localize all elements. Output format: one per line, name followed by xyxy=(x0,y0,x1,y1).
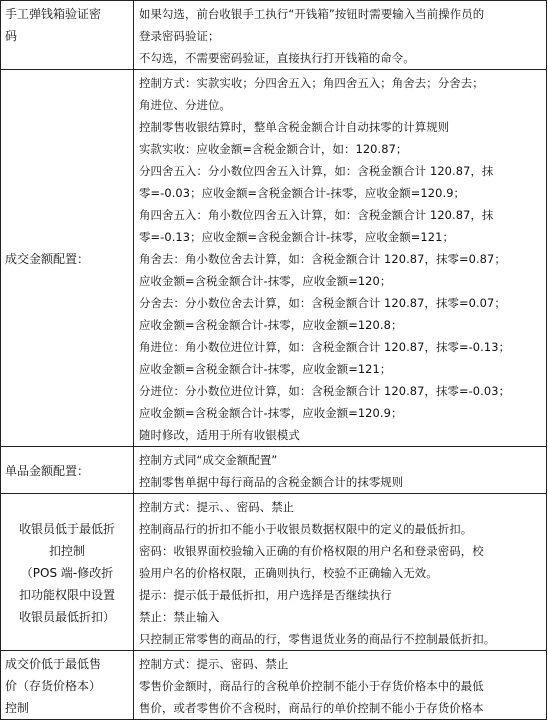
setting-row-cash-drawer-password xyxy=(1,1,547,70)
description-line: 登录密码验证； xyxy=(139,29,220,43)
label-line: 控制 xyxy=(5,701,30,715)
description-line: 分进位：分小数位进位计算，如：含税金额合计 120.87，抹零=-0.03； xyxy=(139,384,511,398)
label-line: （POS 端-修改折 xyxy=(20,566,114,580)
label-line: 码 xyxy=(5,29,18,43)
description-line: 提示：提示低于最低折扣，用户选择是否继续执行 xyxy=(139,588,392,602)
description-line: 分舍去：分小数位舍去计算，如：含税金额合计 120.87，抹零=0.07； xyxy=(139,296,506,310)
setting-label xyxy=(1,494,134,651)
setting-label xyxy=(1,70,134,447)
description-line: 实款实收：应收金额=含税金额合计，如：120.87； xyxy=(139,142,408,156)
description-line: 角四舍五入：角小数位四舍五入计算，如：含税金额合计 120.87，抹 xyxy=(139,208,494,222)
label-line: 成交价低于最低售 xyxy=(5,657,102,671)
description-line: 分四舍五入：分小数位四舍五入计算，如：含税金额合计 120.87，抹 xyxy=(139,164,494,178)
setting-description xyxy=(134,651,547,720)
label-line: 收银员低于最低折 xyxy=(18,522,115,536)
setting-label xyxy=(1,1,134,70)
description-line: 零=-0.13；应收金额=含税金额合计-抹零，应收金额=121； xyxy=(139,230,454,244)
setting-row-transaction-amount xyxy=(1,70,547,447)
description-line: 控制方式：提示、密码、禁止 xyxy=(139,657,289,671)
description-line: 如果勾选，前台收银手工执行“开钱箱”按钮时需要输入当前操作员的 xyxy=(139,7,485,21)
setting-description xyxy=(134,70,547,447)
label-line: 扣控制 xyxy=(48,544,85,558)
setting-row-cashier-min-discount xyxy=(1,494,547,651)
label-line: 手工弹钱箱验证密 xyxy=(5,7,102,21)
description-line: 只控制正常零售的商品的行，零售退货业务的商品行不控制最低折扣。 xyxy=(139,632,496,646)
description-line: 控制方式：实款实收；分四舍五入；角四舍五入；角舍去；分舍去； xyxy=(139,76,484,90)
label-line: 单品金额配置： xyxy=(5,464,90,478)
setting-description xyxy=(134,447,547,494)
description-line: 控制零售收银结算时，整单含税金额合计自动抹零的计算规则 xyxy=(139,120,450,134)
description-line: 控制商品行的折扣不能小于收银员数据权限中的定义的最低折扣。 xyxy=(139,522,473,536)
label-line: 成交金额配置： xyxy=(5,252,90,266)
description-line: 禁止：禁止输入 xyxy=(139,610,220,624)
setting-description xyxy=(134,1,547,70)
label-line: 收银员最低折扣） xyxy=(18,610,115,624)
description-line: 应收金额=含税金额合计-抹零，应收金额=120； xyxy=(139,274,392,288)
description-line: 密码：收银界面校验输入正确的有价格权限的用户名和登录密码，校 xyxy=(139,544,484,558)
description-line: 应收金额=含税金额合计-抹零，应收金额=120.9； xyxy=(139,406,403,420)
setting-label xyxy=(1,651,134,720)
description-line: 角舍去：角小数位舍去计算，如：含税金额合计 120.87，抹零=0.87； xyxy=(139,252,506,266)
description-line: 控制方式同“成交金额配置” xyxy=(139,453,278,467)
setting-label xyxy=(1,447,134,494)
label-line: 扣功能权限中设置 xyxy=(18,588,115,602)
description-line: 控制方式：提示、、密码、禁止 xyxy=(139,500,295,514)
description-line: 控制零售单据中每行商品的含税金额合计的抹零规则 xyxy=(139,475,404,489)
description-line: 售价，或者零售价不含税时，商品行的单价控制不能小于存货价格本 xyxy=(139,701,484,715)
description-line: 应收金额=含税金额合计-抹零，应收金额=120.8； xyxy=(139,318,403,332)
setting-row-min-sale-price xyxy=(1,651,547,720)
description-line: 验用户名的价格权限，正确则执行，校验不正确输入无效。 xyxy=(139,566,438,580)
description-line: 零售价金额时，商品行的含税单价控制不能小于存货价格本中的最低 xyxy=(139,679,484,693)
description-line: 不勾选，不需要密码验证，直接执行打开钱箱的命令。 xyxy=(139,51,415,65)
label-line: 价（存货价格本） xyxy=(5,679,102,693)
setting-row-item-amount xyxy=(1,447,547,494)
description-line: 随时修改，适用于所有收银模式 xyxy=(139,428,300,442)
description-line: 角进位：角小数位进位计算，如：含税金额合计 120.87，抹零=-0.13； xyxy=(139,340,511,354)
description-line: 零=-0.03；应收金额=含税金额合计-抹零，应收金额=120.9； xyxy=(139,186,466,200)
setting-description xyxy=(134,494,547,651)
description-line: 角进位、分进位。 xyxy=(139,98,231,112)
description-line: 应收金额=含税金额合计-抹零，应收金额=121； xyxy=(139,362,392,376)
